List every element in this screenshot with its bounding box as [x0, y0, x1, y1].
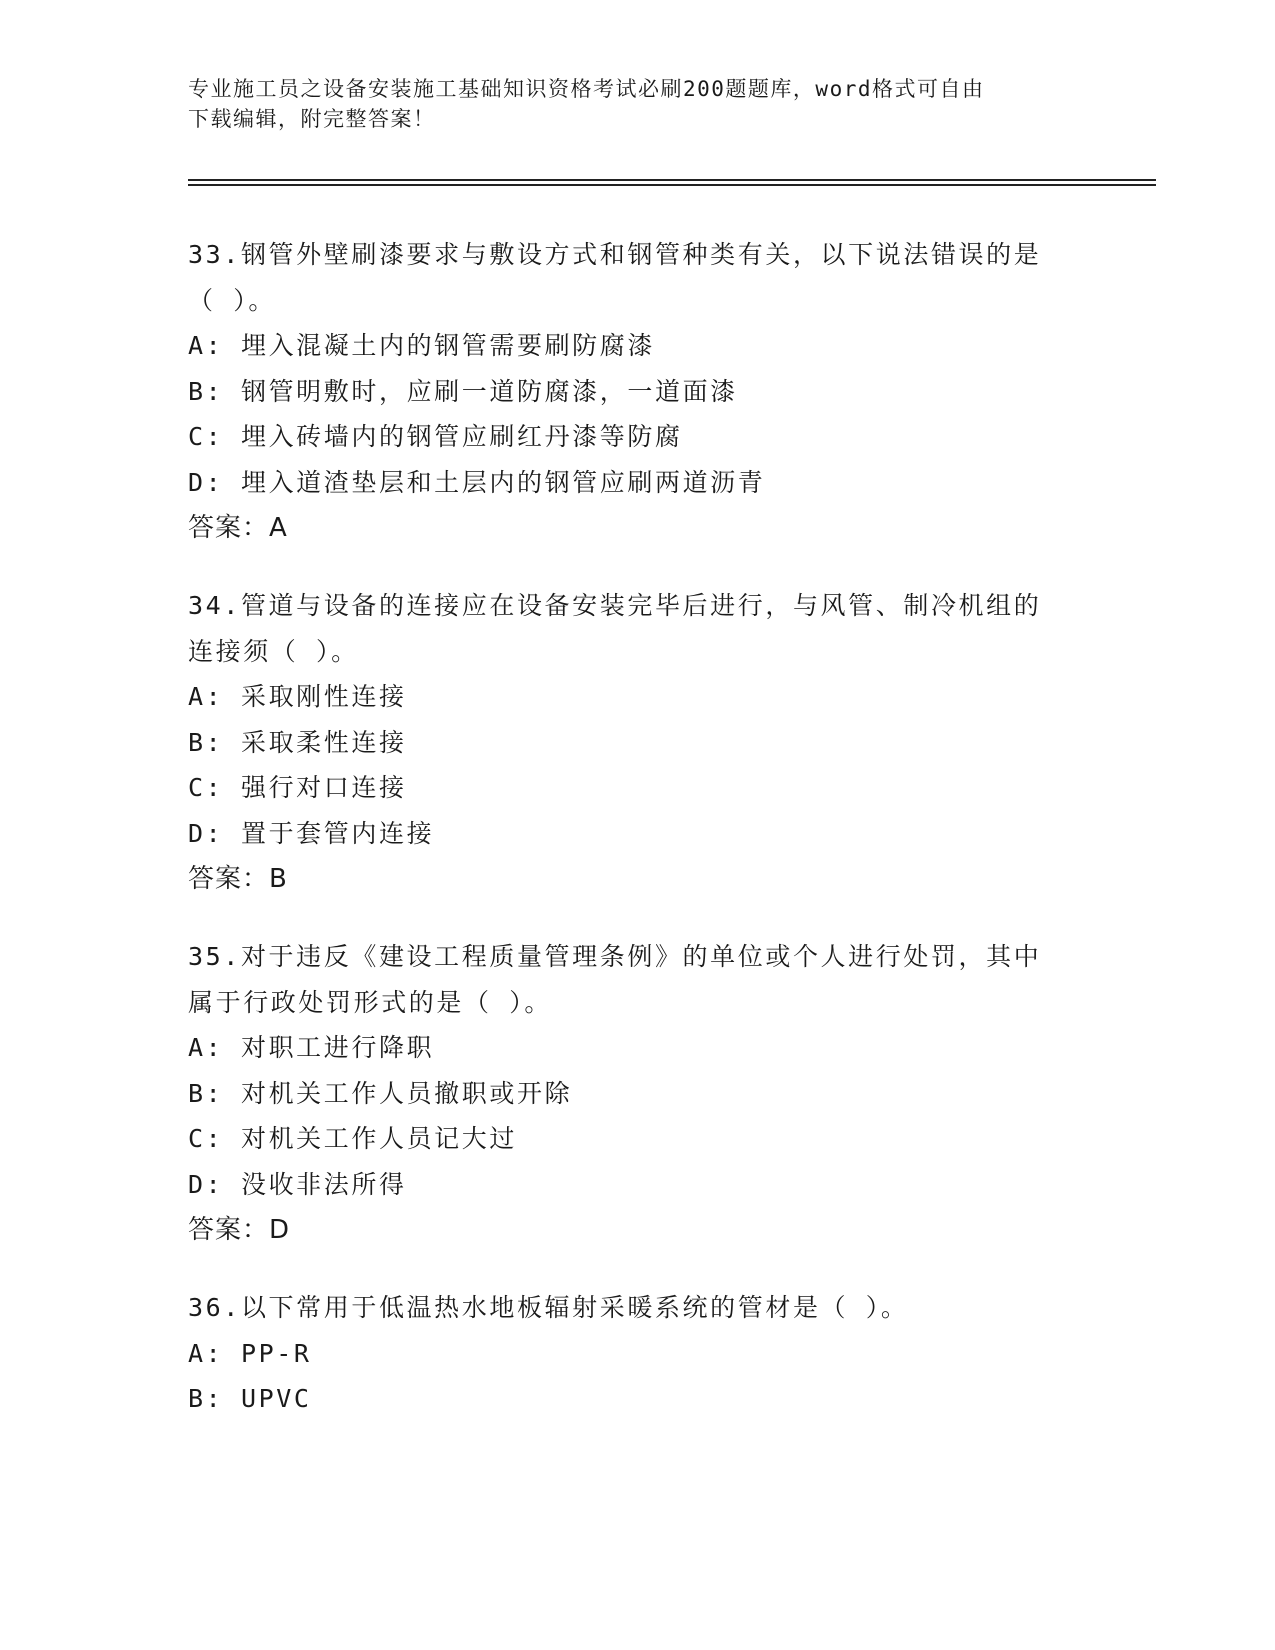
option-letter: A: — [188, 682, 224, 711]
option-letter: C: — [188, 773, 224, 802]
option-letter: B: — [188, 727, 224, 757]
option-text: 采取柔性连接 — [240, 727, 407, 757]
question-33 — [188, 232, 1088, 551]
question-stem-line: 33.钢管外壁刷漆要求与敷设方式和钢管种类有关，以下说法错误的是 — [188, 240, 1042, 269]
answer-label: 答案：D — [188, 1215, 291, 1245]
header-line-1: 专业施工员之设备安装施工基础知识资格考试必刷200题题库，word格式可自由 — [188, 77, 985, 101]
option-c — [188, 1116, 1088, 1162]
option-a — [188, 1331, 1088, 1377]
question-36 — [188, 1285, 1088, 1422]
question-stem-line: （ ）。 — [188, 285, 276, 315]
question-stem-line: 34.管道与设备的连接应在设备安装完毕后进行，与风管、制冷机组的 — [188, 591, 1042, 620]
answer-label: 答案：B — [188, 864, 288, 894]
question-stem-line: 35.对于违反《建设工程质量管理条例》的单位或个人进行处罚，其中 — [188, 942, 1042, 971]
option-letter: D: — [188, 1169, 224, 1199]
option-text: UPVC — [240, 1384, 312, 1413]
option-text: 采取刚性连接 — [240, 682, 407, 711]
option-letter: C: — [188, 422, 224, 451]
option-c — [188, 414, 1088, 460]
option-letter: A: — [188, 1338, 224, 1368]
option-text: 对机关工作人员撤职或开除 — [240, 1078, 573, 1108]
header-divider-top — [188, 179, 1156, 181]
question-34 — [188, 583, 1088, 902]
option-a — [188, 1025, 1088, 1071]
header-line-2: 下载编辑，附完整答案！ — [188, 107, 436, 131]
document-header — [188, 74, 1088, 134]
option-d — [188, 460, 1088, 506]
option-text: 埋入砖墙内的钢管应刷红丹漆等防腐 — [240, 422, 683, 451]
question-stem-line: 连接须（ ）。 — [188, 636, 359, 666]
option-letter: A: — [188, 331, 224, 360]
question-stem-line: 属于行政处罚形式的是（ ）。 — [188, 987, 552, 1017]
question-35 — [188, 934, 1088, 1253]
option-letter: D: — [188, 818, 224, 848]
option-letter: B: — [188, 1078, 224, 1108]
question-stem-line: 36.以下常用于低温热水地板辐射采暖系统的管材是（ ）。 — [188, 1293, 909, 1322]
option-a — [188, 674, 1088, 720]
option-text: PP-R — [240, 1338, 312, 1368]
option-d — [188, 1162, 1088, 1208]
option-text: 埋入道渣垫层和土层内的钢管应刷两道沥青 — [240, 467, 766, 497]
option-text: 置于套管内连接 — [240, 818, 435, 848]
question-list — [188, 232, 1088, 1454]
option-b — [188, 1376, 1088, 1422]
option-a — [188, 323, 1088, 369]
option-text: 对职工进行降职 — [240, 1033, 435, 1062]
option-b — [188, 720, 1088, 766]
option-letter: C: — [188, 1124, 224, 1153]
option-text: 对机关工作人员记大过 — [240, 1124, 517, 1153]
option-letter: D: — [188, 467, 224, 497]
option-text: 埋入混凝土内的钢管需要刷防腐漆 — [240, 331, 655, 360]
option-b — [188, 369, 1088, 415]
option-text: 钢管明敷时，应刷一道防腐漆，一道面漆 — [240, 376, 738, 406]
option-letter: B: — [188, 1384, 224, 1413]
answer-label: 答案：A — [188, 513, 288, 543]
option-c — [188, 765, 1088, 811]
option-letter: A: — [188, 1033, 224, 1062]
header-divider-bottom — [188, 184, 1156, 186]
option-d — [188, 811, 1088, 857]
option-text: 没收非法所得 — [240, 1169, 407, 1199]
option-letter: B: — [188, 376, 224, 406]
option-text: 强行对口连接 — [240, 773, 407, 802]
option-b — [188, 1071, 1088, 1117]
